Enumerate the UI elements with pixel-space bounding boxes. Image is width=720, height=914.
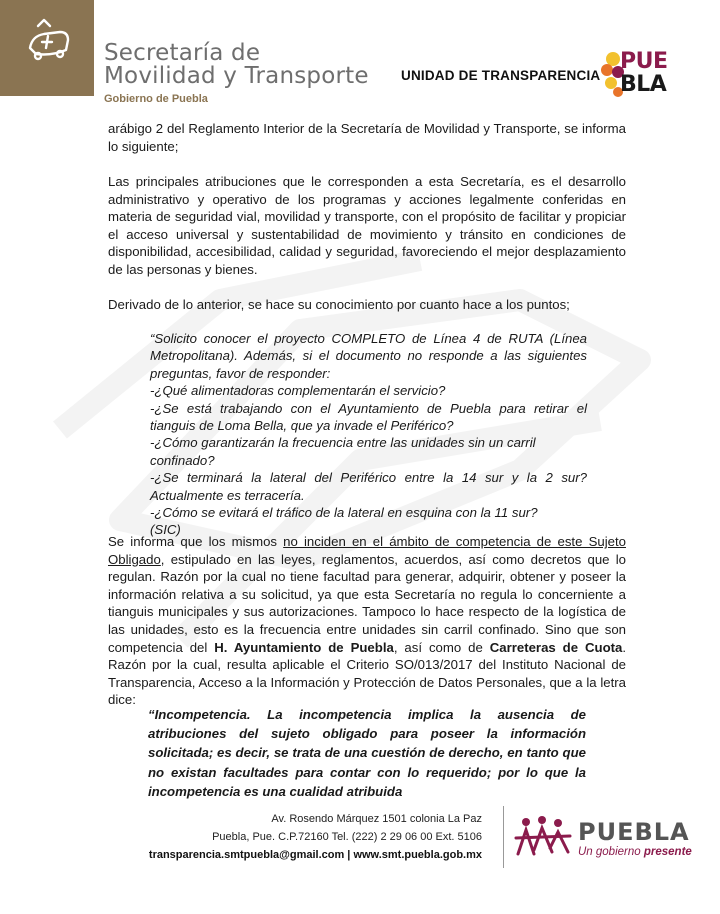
text-run: , estipulado en las leyes, reglamentos, acuerdos, así como decretos que lo regulan. Razón por la cual no tiene facultad para generar, adquirir, obtener y poseer la información relativa a su solicitud, ya que esta Secretaría no regula lo concerniente a tianguis municipales y sus autorizaciones. Tampoco lo hace respecto de la logística de las unidades, esto es la frecuencia entre unidades sin carril confinado. Sino que son competencia del xyxy=(108,551,626,655)
criterio-quote: “Incompetencia. La incompetencia implica la ausencia de atribuciones del sujeto obligado para poseer la información solicitada; es decir, se trata de una cuestión de derecho, en tanto que no existan facultades para contar con lo requerido; por lo que la incompetencia es una cualidad atribuida xyxy=(148,707,586,799)
quote-line: -¿Cómo garantizarán la frecuencia entre las unidades sin un carril confinado? xyxy=(150,435,536,468)
quote-line: -¿Qué alimentadoras complementarán el servicio? xyxy=(150,383,446,399)
underlined-statement: no inciden en el ámbito de competencia de este Sujeto Obligado xyxy=(108,534,626,567)
slogan-bold: presente xyxy=(643,846,692,858)
secretaria-line1: Secretaría de xyxy=(104,40,261,66)
paragraph-derivado: Derivado de lo anterior, se hace su conocimiento por cuanto hace a los puntos; xyxy=(108,297,570,312)
puebla-logo-line1: PUE xyxy=(620,49,668,74)
unidad-transparencia-label: UNIDAD DE TRANSPARENCIA xyxy=(401,68,601,83)
secretaria-logo xyxy=(0,0,94,96)
paragraph-incompetencia xyxy=(108,533,626,709)
transport-emblem-icon xyxy=(22,18,74,64)
quote-line: “Solicito conocer el proyecto COMPLETO de Línea 4 de RUTA (Línea Metropolitana). Además, si el documento no responde a las siguientes preguntas, favor de responder: xyxy=(150,331,587,381)
text-run: , así como de xyxy=(393,639,490,655)
footer-email-web[interactable]: transparencia.smtpuebla@gmail.com | www.smt.puebla.gob.mx xyxy=(148,849,482,861)
gobierno-label: Gobierno de Puebla xyxy=(104,93,208,105)
footer-address: Av. Rosendo Márquez 1501 colonia La Paz xyxy=(271,813,482,825)
quote-line: -¿Se está trabajando con el Ayuntamiento de Puebla para retirar el tianguis de Loma Bella, que ya invade el Periférico? xyxy=(150,400,587,434)
secretaria-name xyxy=(104,42,369,88)
footer-divider xyxy=(503,806,504,868)
footer-puebla-word: PUEBLA xyxy=(578,818,690,846)
text-run: Se informa que los mismos xyxy=(108,534,284,549)
paragraph-atribuciones: Las principales atribuciones que le corresponden a esta Secretaría, es el desarrollo administrativo y operativo de los programas y acciones legalmente conferidas en materia de seguridad vial, movilidad y transporte, con el propósito de facilitar y propiciar el acceso universal y sustentabilidad de movimiento y tránsito en condiciones de disponibilidad, accesibilidad, calidad y seguridad, favoreciendo el mejor desplazamiento de las personas y bienes. xyxy=(108,174,626,277)
secretaria-line2: Movilidad y Transporte xyxy=(104,63,369,89)
solicitud-quote xyxy=(150,330,587,539)
puebla-logo xyxy=(600,50,684,100)
carreteras-bold: Carreteras de Cuota xyxy=(489,639,623,655)
ayuntamiento-bold: H. Ayuntamiento de Puebla xyxy=(214,639,394,655)
puebla-logo-line2: BLA xyxy=(620,72,667,97)
text-run: . Razón por la cual, resulta aplicable el Criterio SO/013/2017 del Instituto Nacional de Transparencia, Acceso a la Información y Protección de Datos Personales, que a la letra dice: xyxy=(108,639,627,708)
puebla-people-icon xyxy=(512,814,572,860)
footer-city-phone: Puebla, Pue. C.P.72160 Tel. (222) 2 29 06 00 Ext. 5106 xyxy=(212,831,482,843)
quote-line: (SIC) xyxy=(150,522,181,538)
quote-line: -¿Se terminará la lateral del Periférico entre la 14 sur y la 2 sur? Actualmente es terracería. xyxy=(150,470,587,503)
slogan-pre: Un gobierno xyxy=(578,846,644,858)
footer-slogan xyxy=(578,846,692,858)
quote-line: -¿Cómo se evitará el tráfico de la lateral en esquina con la 11 sur? xyxy=(150,505,538,521)
paragraph-intro: arábigo 2 del Reglamento Interior de la Secretaría de Movilidad y Transporte, se informa lo siguiente; xyxy=(108,121,626,154)
footer-contact xyxy=(149,810,482,864)
